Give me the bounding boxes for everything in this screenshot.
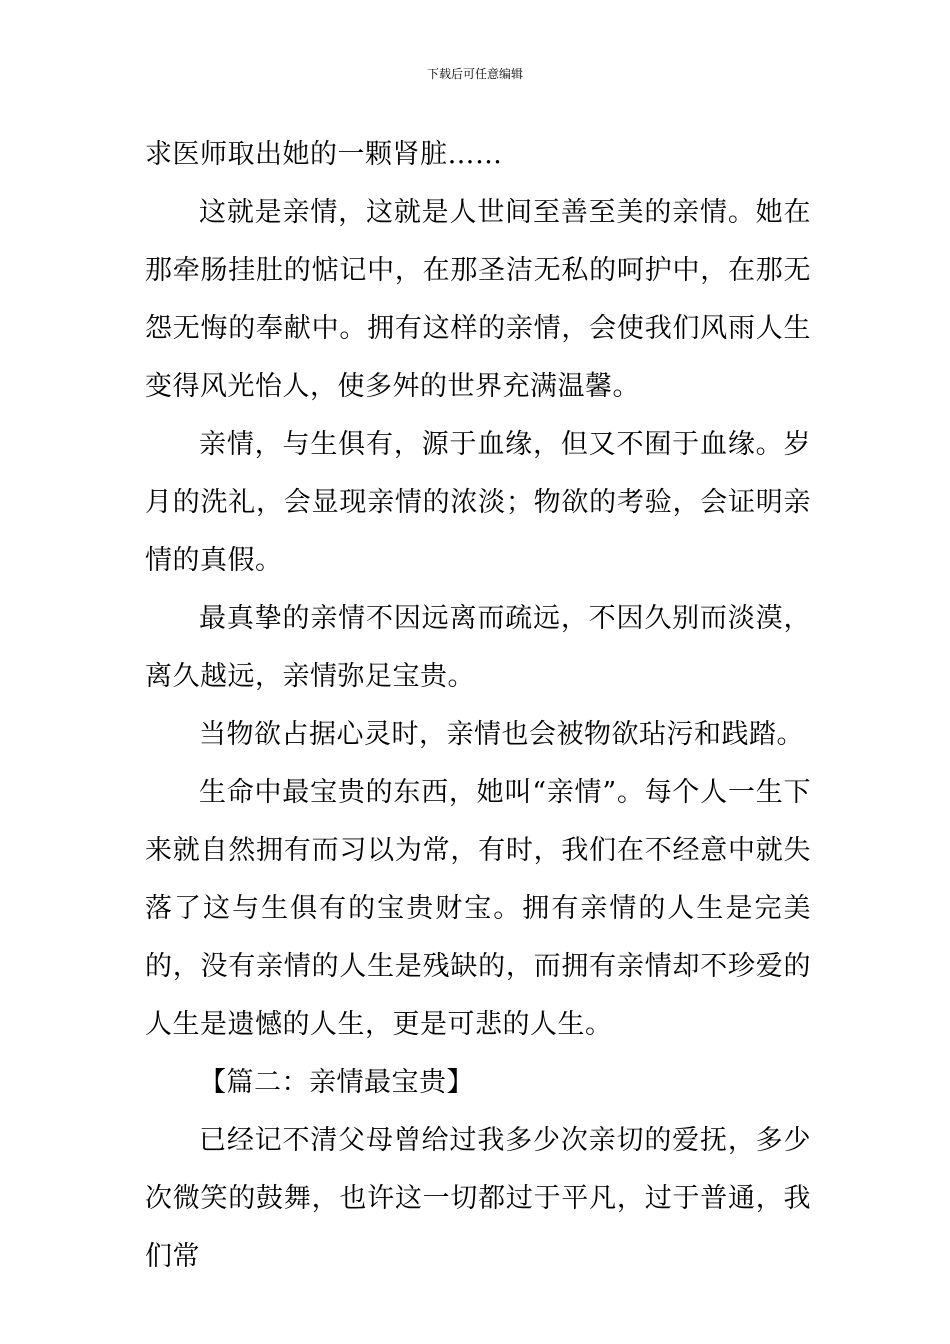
paragraph-3: 亲情，与生俱有，源于血缘，但又不囿于血缘。岁月的洗礼，会显现亲情的浓淡；物欲的考验，会证明亲情的真假。: [145, 429, 811, 576]
paragraph-2: 这就是亲情，这就是人世间至善至美的亲情。她在那牵肠挂肚的惦记中，在那圣洁无私的呵护中，在那无怨无悔的奉献中。拥有这样的亲情，会使我们风雨人生变得风光怡人，使多舛的世界充满温馨。: [145, 197, 811, 402]
page-header: 下载后可任意编辑: [426, 67, 523, 81]
paragraph-4: 最真挚的亲情不因远离而疏远，不因久别而淡漠，离久越远，亲情弥足宝贵。: [145, 603, 811, 692]
section-heading: 【篇二：亲情最宝贵】: [199, 1067, 474, 1098]
paragraph-6: 生命中最宝贵的东西，她叫“亲情”。每个人一生下来就自然拥有而习以为常，有时，我们在不经意中就失落了这与生俱有的宝贵财宝。拥有亲情的人生是完美的，没有亲情的人生是残缺的，而拥有亲情却不珍爱的人生是遗憾的人生，更是可悲的人生。: [145, 777, 811, 1040]
paragraph-1: 求医师取出她的一颗肾脏……: [145, 139, 503, 170]
paragraph-5: 当物欲占据心灵时，亲情也会被物欲玷污和践踏。: [199, 719, 804, 750]
paragraph-7: 已经记不清父母曾给过我多少次亲切的爱抚，多少次微笑的鼓舞，也许这一切都过于平凡，过于普通，我们常: [145, 1125, 811, 1272]
document-body: [145, 126, 811, 1286]
